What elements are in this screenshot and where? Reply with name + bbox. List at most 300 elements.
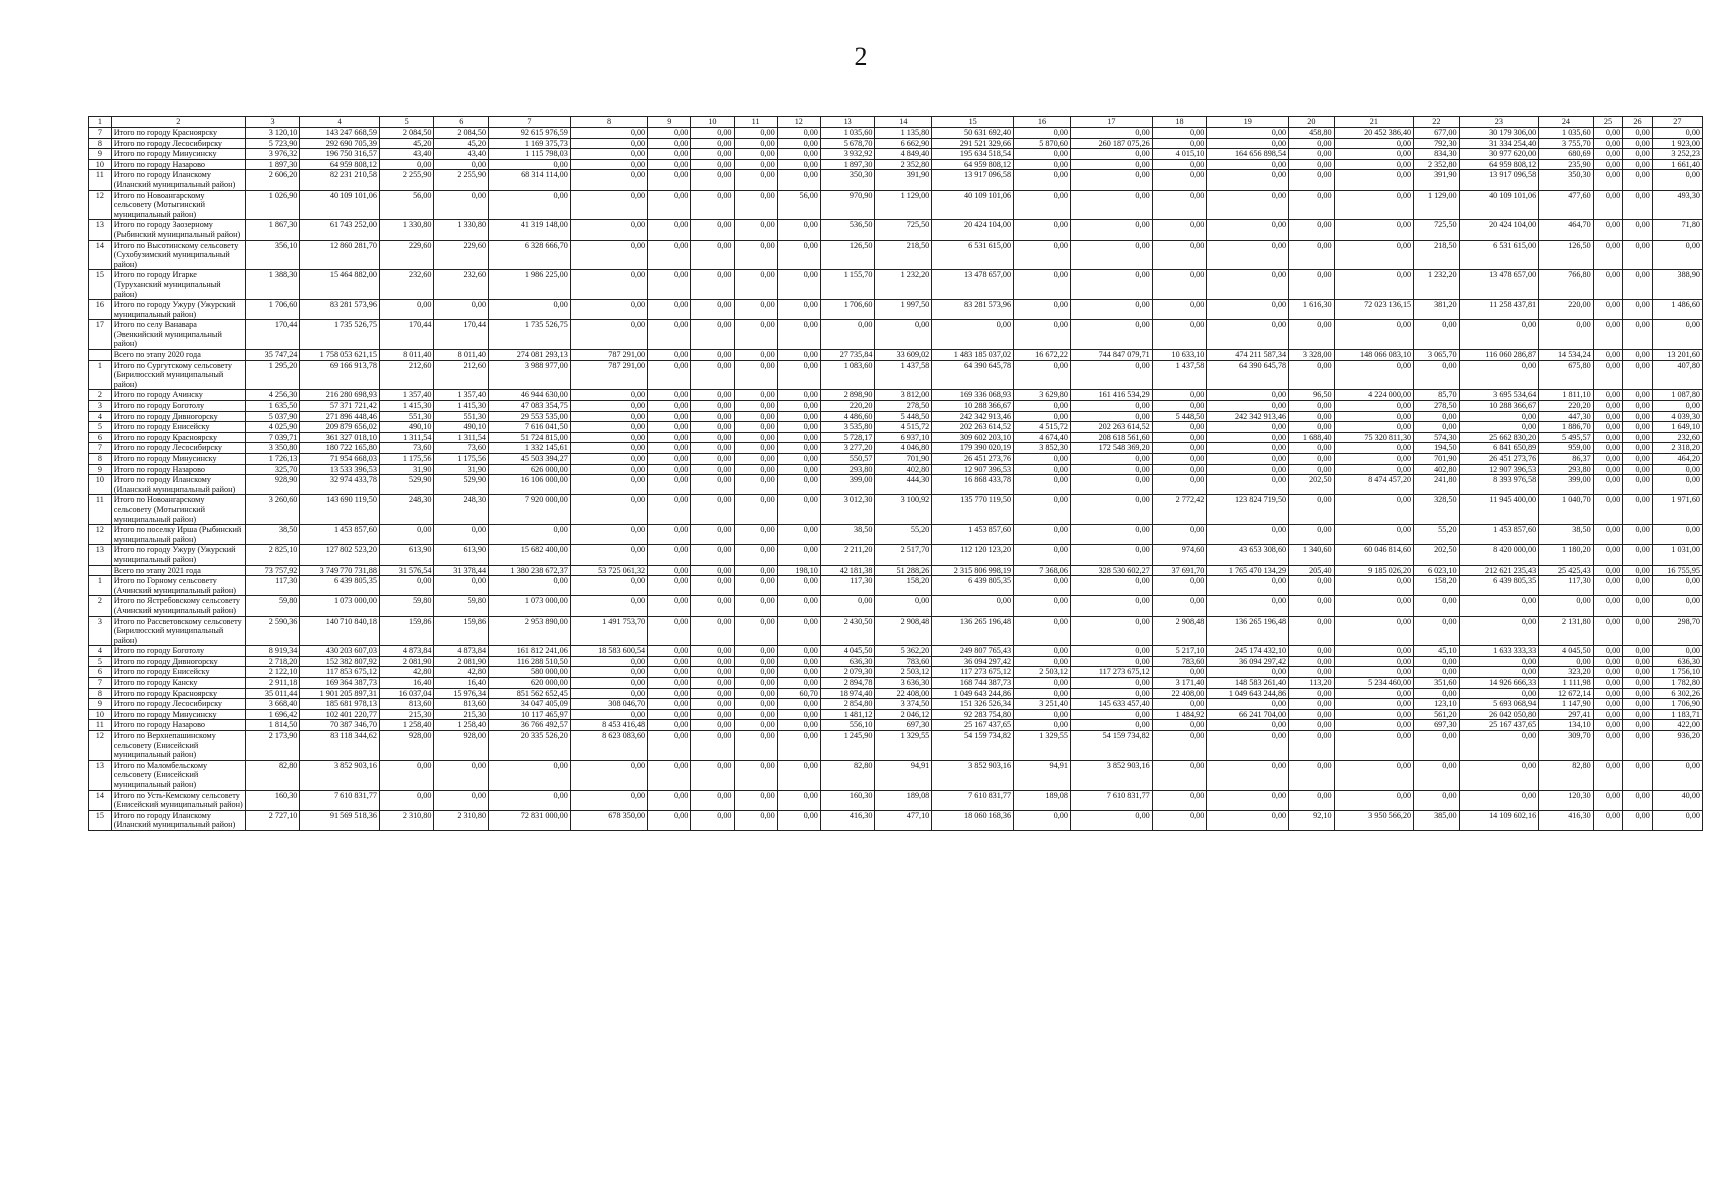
value-cell: 82,80 (820, 760, 875, 790)
value-cell: 0,00 (1152, 432, 1207, 443)
value-cell: 0,00 (1459, 360, 1539, 390)
value-cell: 0,00 (691, 565, 734, 576)
value-cell: 0,00 (1289, 170, 1334, 190)
value-cell: 0,00 (1070, 270, 1152, 300)
value-cell: 0,00 (1152, 443, 1207, 454)
value-cell: 55,20 (875, 525, 932, 545)
value-cell: 0,00 (734, 443, 777, 454)
value-cell: 0,00 (1334, 170, 1414, 190)
value-cell: 127 802 523,20 (300, 545, 380, 565)
column-number-header: 1 (89, 117, 112, 128)
value-cell: 25 167 437,65 (932, 720, 1014, 731)
value-cell: 0,00 (1014, 270, 1071, 300)
value-cell: 0,00 (570, 760, 647, 790)
value-cell: 2 953 890,00 (489, 616, 571, 646)
value-cell: 22 408,00 (1152, 688, 1207, 699)
value-cell: 0,00 (1459, 616, 1539, 646)
municipality-name-cell: Итого по городу Минусинску (111, 149, 245, 160)
registry-table (88, 116, 1703, 831)
value-cell: 2 122,10 (245, 667, 300, 678)
value-cell: 1 147,90 (1539, 699, 1594, 710)
value-cell: 0,00 (1334, 149, 1414, 160)
value-cell: 0,00 (734, 360, 777, 390)
row-index-cell: 9 (89, 464, 112, 475)
value-cell: 678 350,00 (570, 810, 647, 830)
value-cell: 0,00 (1070, 454, 1152, 465)
value-cell: 0,00 (1207, 422, 1289, 433)
value-cell: 136 265 196,48 (1207, 616, 1289, 646)
row-index-cell: 9 (89, 149, 112, 160)
header-row (89, 117, 1703, 128)
value-cell: 0,00 (648, 495, 691, 525)
municipality-name-cell: Итого по Рассветовскому сельсовету (Бирилюсский муниципальный район) (111, 616, 245, 646)
value-cell: 220,00 (1539, 300, 1594, 320)
value-cell: 2 898,90 (820, 390, 875, 401)
column-number-header: 15 (932, 117, 1014, 128)
value-cell: 15 464 882,00 (300, 270, 380, 300)
value-cell: 9 185 026,20 (1334, 565, 1414, 576)
value-cell: 0,00 (1539, 656, 1594, 667)
value-cell: 556,10 (820, 720, 875, 731)
value-cell: 8 011,40 (434, 350, 489, 361)
value-cell: 2 430,50 (820, 616, 875, 646)
value-cell: 29 553 535,00 (489, 411, 571, 422)
value-cell: 0,00 (1289, 159, 1334, 170)
value-cell: 45,20 (379, 138, 434, 149)
municipality-name-cell: Итого по городу Красноярску (111, 432, 245, 443)
value-cell: 959,00 (1539, 443, 1594, 454)
value-cell: 458,80 (1289, 128, 1334, 139)
value-cell: 620 000,00 (489, 678, 571, 689)
value-cell: 8 474 457,20 (1334, 475, 1414, 495)
value-cell: 6 937,10 (875, 432, 932, 443)
value-cell: 6 841 650,89 (1459, 443, 1539, 454)
value-cell: 0,00 (1152, 270, 1207, 300)
value-cell: 1 049 643 244,86 (1207, 688, 1289, 699)
value-cell: 350,30 (820, 170, 875, 190)
value-cell: 96,50 (1289, 390, 1334, 401)
value-cell: 0,00 (648, 475, 691, 495)
value-cell: 3 749 770 731,88 (300, 565, 380, 576)
value-cell: 1 026,90 (245, 190, 300, 220)
value-cell: 0,00 (777, 360, 820, 390)
value-cell: 83 281 573,96 (932, 300, 1014, 320)
value-cell: 0,00 (1334, 422, 1414, 433)
value-cell: 0,00 (1623, 545, 1653, 565)
table-row (89, 149, 1703, 160)
value-cell: 202,50 (1414, 545, 1459, 565)
value-cell: 20 424 104,00 (1459, 220, 1539, 240)
table-row (89, 576, 1703, 596)
value-cell: 1 388,30 (245, 270, 300, 300)
value-cell: 38,50 (820, 525, 875, 545)
value-cell: 248,30 (379, 495, 434, 525)
table-row (89, 720, 1703, 731)
value-cell: 72 831 000,00 (489, 810, 571, 830)
value-cell: 0,00 (648, 432, 691, 443)
value-cell: 0,00 (1289, 240, 1334, 270)
value-cell: 0,00 (1207, 159, 1289, 170)
value-cell: 36 766 492,57 (489, 720, 571, 731)
value-cell: 0,00 (1414, 731, 1459, 761)
value-cell: 0,00 (1207, 667, 1289, 678)
value-cell: 6 439 805,35 (1459, 576, 1539, 596)
row-index-cell: 10 (89, 159, 112, 170)
value-cell: 0,00 (570, 220, 647, 240)
value-cell: 0,00 (777, 390, 820, 401)
value-cell: 0,00 (777, 443, 820, 454)
value-cell: 31 378,44 (434, 565, 489, 576)
municipality-name-cell: Итого по городу Канску (111, 678, 245, 689)
value-cell: 1 169 375,73 (489, 138, 571, 149)
value-cell: 0,00 (648, 646, 691, 657)
value-cell: 0,00 (1652, 128, 1702, 139)
value-cell: 2 315 806 998,19 (932, 565, 1014, 576)
value-cell: 813,60 (434, 699, 489, 710)
value-cell: 2 606,20 (245, 170, 300, 190)
value-cell: 6 328 666,70 (489, 240, 571, 270)
value-cell: 212,60 (379, 360, 434, 390)
municipality-name-cell: Итого по городу Минусинску (111, 454, 245, 465)
value-cell: 0,00 (734, 128, 777, 139)
value-cell: 0,00 (434, 159, 489, 170)
value-cell: 168 744 387,73 (932, 678, 1014, 689)
value-cell: 636,30 (1652, 656, 1702, 667)
value-cell: 0,00 (777, 760, 820, 790)
value-cell: 385,00 (1414, 810, 1459, 830)
value-cell: 134,10 (1539, 720, 1594, 731)
value-cell: 0,00 (1152, 576, 1207, 596)
value-cell: 361 327 018,10 (300, 432, 380, 443)
value-cell: 0,00 (691, 320, 734, 350)
value-cell: 0,00 (570, 240, 647, 270)
table-row (89, 545, 1703, 565)
value-cell: 0,00 (1070, 149, 1152, 160)
value-cell: 0,00 (489, 159, 571, 170)
value-cell: 0,00 (691, 699, 734, 710)
value-cell: 151 326 526,34 (932, 699, 1014, 710)
value-cell: 41 319 148,00 (489, 220, 571, 240)
value-cell: 26 451 273,76 (932, 454, 1014, 465)
value-cell: 0,00 (691, 545, 734, 565)
value-cell: 0,00 (1623, 731, 1653, 761)
value-cell: 0,00 (691, 422, 734, 433)
value-cell: 0,00 (648, 810, 691, 830)
value-cell: 8 623 083,60 (570, 731, 647, 761)
value-cell: 158,20 (1414, 576, 1459, 596)
value-cell: 0,00 (648, 454, 691, 465)
table-row (89, 320, 1703, 350)
value-cell: 64 390 645,78 (932, 360, 1014, 390)
value-cell: 0,00 (570, 138, 647, 149)
value-cell: 0,00 (1414, 667, 1459, 678)
value-cell: 0,00 (570, 170, 647, 190)
value-cell: 3 535,80 (820, 422, 875, 433)
value-cell: 278,50 (1414, 401, 1459, 412)
value-cell: 40,00 (1652, 790, 1702, 810)
value-cell: 744 847 079,71 (1070, 350, 1152, 361)
value-cell: 0,00 (570, 422, 647, 433)
value-cell: 0,00 (1539, 596, 1594, 616)
value-cell: 1 329,55 (875, 731, 932, 761)
column-number-header: 23 (1459, 117, 1539, 128)
value-cell: 0,00 (1014, 678, 1071, 689)
value-cell: 20 452 386,40 (1334, 128, 1414, 139)
value-cell: 0,00 (1414, 688, 1459, 699)
value-cell: 0,00 (734, 350, 777, 361)
value-cell: 0,00 (734, 422, 777, 433)
value-cell: 0,00 (1459, 656, 1539, 667)
row-index-cell (89, 350, 112, 361)
value-cell: 381,20 (1414, 300, 1459, 320)
value-cell: 0,00 (570, 149, 647, 160)
value-cell: 1 661,40 (1652, 159, 1702, 170)
value-cell: 0,00 (570, 709, 647, 720)
value-cell: 11 945 400,00 (1459, 495, 1539, 525)
value-cell: 85,70 (1414, 390, 1459, 401)
value-cell: 0,00 (1623, 159, 1653, 170)
value-cell: 50 631 692,40 (932, 128, 1014, 139)
value-cell: 293,80 (820, 464, 875, 475)
value-cell: 0,00 (489, 790, 571, 810)
value-cell: 0,00 (1207, 720, 1289, 731)
column-number-header: 17 (1070, 117, 1152, 128)
value-cell: 1 706,60 (245, 300, 300, 320)
value-cell: 0,00 (648, 688, 691, 699)
value-cell: 0,00 (1623, 401, 1653, 412)
column-number-header: 14 (875, 117, 932, 128)
value-cell: 0,00 (1070, 709, 1152, 720)
value-cell: 834,30 (1414, 149, 1459, 160)
value-cell: 25 662 830,20 (1459, 432, 1539, 443)
value-cell: 1 415,30 (434, 401, 489, 412)
value-cell: 92,10 (1289, 810, 1334, 830)
value-cell: 179 390 020,19 (932, 443, 1014, 454)
value-cell: 4 873,84 (379, 646, 434, 657)
value-cell: 551,30 (379, 411, 434, 422)
value-cell: 3 852 903,16 (932, 760, 1014, 790)
value-cell: 1 649,10 (1652, 422, 1702, 433)
value-cell: 16 868 433,78 (932, 475, 1014, 495)
value-cell: 160,30 (820, 790, 875, 810)
value-cell: 2 081,90 (379, 656, 434, 667)
value-cell: 701,90 (1414, 454, 1459, 465)
value-cell: 0,00 (777, 320, 820, 350)
municipality-name-cell: Итого по Сургутскому сельсовету (Бирилюсский муниципальный район) (111, 360, 245, 390)
value-cell: 0,00 (1207, 401, 1289, 412)
value-cell: 0,00 (570, 688, 647, 699)
value-cell: 0,00 (1152, 464, 1207, 475)
value-cell: 170,44 (379, 320, 434, 350)
value-cell: 0,00 (1014, 454, 1071, 465)
value-cell: 0,00 (648, 128, 691, 139)
value-cell: 936,20 (1652, 731, 1702, 761)
value-cell: 0,00 (777, 495, 820, 525)
value-cell: 0,00 (570, 656, 647, 667)
column-number-header: 25 (1593, 117, 1623, 128)
value-cell: 4 515,72 (1014, 422, 1071, 433)
value-cell: 0,00 (1623, 720, 1653, 731)
value-cell: 0,00 (1289, 646, 1334, 657)
value-cell: 0,00 (691, 220, 734, 240)
value-cell: 0,00 (691, 576, 734, 596)
value-cell: 0,00 (691, 656, 734, 667)
value-cell: 0,00 (1014, 190, 1071, 220)
value-cell: 0,00 (1593, 170, 1623, 190)
municipality-name-cell: Итого по городу Минусинску (111, 709, 245, 720)
value-cell: 59,80 (379, 596, 434, 616)
table-row (89, 760, 1703, 790)
municipality-name-cell: Итого по городу Дивногорску (111, 656, 245, 667)
column-number-header: 12 (777, 117, 820, 128)
value-cell: 6 023,10 (1414, 565, 1459, 576)
value-cell: 0,00 (691, 790, 734, 810)
value-cell: 46 944 630,00 (489, 390, 571, 401)
value-cell: 117,30 (1539, 576, 1594, 596)
value-cell: 0,00 (1334, 790, 1414, 810)
value-cell: 1 453 857,60 (300, 525, 380, 545)
value-cell: 4 045,50 (1539, 646, 1594, 657)
row-index-cell: 3 (89, 401, 112, 412)
value-cell: 2 908,48 (1152, 616, 1207, 646)
value-cell: 0,00 (1623, 576, 1653, 596)
value-cell: 1 765 470 134,29 (1207, 565, 1289, 576)
value-cell: 0,00 (1593, 190, 1623, 220)
value-cell: 0,00 (1593, 422, 1623, 433)
value-cell: 0,00 (777, 350, 820, 361)
value-cell: 529,90 (379, 475, 434, 495)
value-cell: 0,00 (1593, 760, 1623, 790)
value-cell: 0,00 (777, 138, 820, 149)
value-cell: 1 087,80 (1652, 390, 1702, 401)
value-cell: 0,00 (777, 454, 820, 465)
value-cell: 1 997,50 (875, 300, 932, 320)
value-cell: 0,00 (1152, 320, 1207, 350)
value-cell: 215,30 (434, 709, 489, 720)
value-cell: 0,00 (1593, 220, 1623, 240)
value-cell: 1 073 000,00 (300, 596, 380, 616)
value-cell: 1 129,00 (1414, 190, 1459, 220)
value-cell: 0,00 (1652, 401, 1702, 412)
value-cell: 0,00 (648, 576, 691, 596)
value-cell: 4 849,40 (875, 149, 932, 160)
value-cell: 0,00 (1014, 360, 1071, 390)
value-cell: 0,00 (734, 300, 777, 320)
value-cell: 4 486,60 (820, 411, 875, 422)
value-cell: 152 382 807,92 (300, 656, 380, 667)
value-cell: 444,30 (875, 475, 932, 495)
value-cell: 293,80 (1539, 464, 1594, 475)
value-cell: 0,00 (434, 190, 489, 220)
value-cell: 2 255,90 (379, 170, 434, 190)
value-cell: 0,00 (777, 576, 820, 596)
value-cell: 0,00 (1207, 190, 1289, 220)
column-number-header: 26 (1623, 117, 1653, 128)
value-cell: 15 976,34 (434, 688, 489, 699)
value-cell: 0,00 (489, 576, 571, 596)
value-cell: 0,00 (1334, 709, 1414, 720)
column-number-header: 6 (434, 117, 489, 128)
value-cell: 493,30 (1652, 190, 1702, 220)
value-cell: 851 562 652,45 (489, 688, 571, 699)
value-cell: 0,00 (1152, 401, 1207, 412)
value-cell: 0,00 (489, 760, 571, 790)
value-cell: 0,00 (1652, 810, 1702, 830)
value-cell: 1 481,12 (820, 709, 875, 720)
value-cell: 0,00 (1652, 596, 1702, 616)
value-cell: 0,00 (648, 149, 691, 160)
value-cell: 0,00 (1593, 350, 1623, 361)
value-cell: 164 656 898,54 (1207, 149, 1289, 160)
value-cell: 0,00 (1207, 300, 1289, 320)
value-cell: 0,00 (379, 300, 434, 320)
value-cell: 636,30 (820, 656, 875, 667)
value-cell: 0,00 (648, 545, 691, 565)
table-row (89, 300, 1703, 320)
row-index-cell: 10 (89, 709, 112, 720)
value-cell: 135 770 119,50 (932, 495, 1014, 525)
value-cell: 189,08 (875, 790, 932, 810)
value-cell: 1 867,30 (245, 220, 300, 240)
value-cell: 1 897,30 (820, 159, 875, 170)
value-cell: 4 046,80 (875, 443, 932, 454)
value-cell: 16 106 000,00 (489, 475, 571, 495)
value-cell: 0,00 (734, 699, 777, 710)
value-cell: 0,00 (777, 709, 820, 720)
value-cell: 0,00 (570, 128, 647, 139)
value-cell: 0,00 (734, 464, 777, 475)
value-cell: 0,00 (1152, 422, 1207, 433)
column-number-header: 10 (691, 117, 734, 128)
value-cell: 701,90 (875, 454, 932, 465)
municipality-name-cell: Итого по городу Красноярску (111, 688, 245, 699)
column-number-header: 21 (1334, 117, 1414, 128)
value-cell: 2 310,80 (379, 810, 434, 830)
value-cell: 0,00 (1334, 138, 1414, 149)
value-cell: 3 100,92 (875, 495, 932, 525)
table-header (89, 117, 1703, 128)
value-cell: 0,00 (570, 678, 647, 689)
value-cell: 0,00 (1593, 432, 1623, 443)
value-cell: 766,80 (1539, 270, 1594, 300)
value-cell: 159,86 (434, 616, 489, 646)
value-cell: 0,00 (1334, 576, 1414, 596)
value-cell: 1 332 145,61 (489, 443, 571, 454)
value-cell: 0,00 (691, 138, 734, 149)
value-cell: 613,90 (434, 545, 489, 565)
value-cell: 325,70 (245, 464, 300, 475)
value-cell: 0,00 (648, 320, 691, 350)
value-cell: 54 159 734,82 (1070, 731, 1152, 761)
value-cell: 0,00 (1207, 475, 1289, 495)
value-cell: 7 610 831,77 (300, 790, 380, 810)
value-cell: 205,40 (1289, 565, 1334, 576)
value-cell: 0,00 (648, 464, 691, 475)
table-row (89, 646, 1703, 657)
municipality-name-cell: Всего по этапу 2021 года (111, 565, 245, 576)
value-cell: 0,00 (570, 190, 647, 220)
value-cell: 0,00 (1334, 525, 1414, 545)
column-number-header: 4 (300, 117, 380, 128)
value-cell: 6 531 615,00 (932, 240, 1014, 270)
value-cell: 2 503,12 (1014, 667, 1071, 678)
value-cell: 0,00 (777, 545, 820, 565)
value-cell: 0,00 (1289, 667, 1334, 678)
value-cell: 278,50 (875, 401, 932, 412)
value-cell: 0,00 (1334, 159, 1414, 170)
value-cell: 2 894,78 (820, 678, 875, 689)
value-cell: 291 521 329,66 (932, 138, 1014, 149)
